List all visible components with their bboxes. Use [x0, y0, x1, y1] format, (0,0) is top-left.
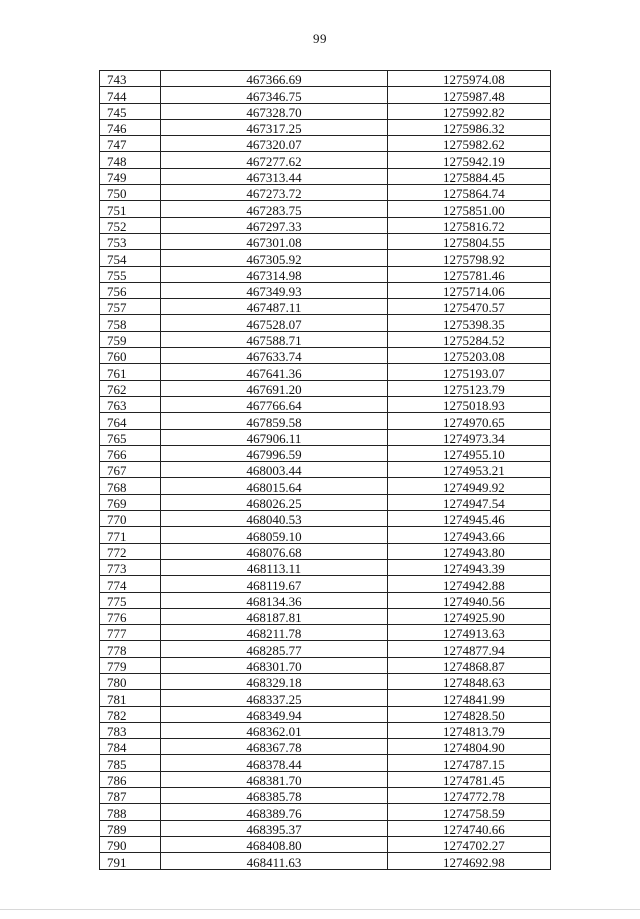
point-number-cell: 783: [100, 722, 161, 738]
point-number-cell: 775: [100, 592, 161, 608]
y-coordinate-cell: 1275816.72: [388, 217, 551, 233]
x-coordinate-cell: 467297.33: [161, 217, 388, 233]
table-row: [100, 136, 551, 152]
y-coordinate-cell: 1274945.46: [388, 511, 551, 527]
x-coordinate-cell: 468285.77: [161, 641, 388, 657]
x-coordinate-cell: 467906.11: [161, 429, 388, 445]
y-coordinate-cell: 1274970.65: [388, 413, 551, 429]
point-number-cell: 743: [100, 71, 161, 87]
table-row: [100, 315, 551, 331]
y-coordinate-cell: 1274828.50: [388, 706, 551, 722]
point-number-cell: 789: [100, 820, 161, 836]
y-coordinate-cell: 1274848.63: [388, 673, 551, 689]
table-row: [100, 559, 551, 575]
table-row: [100, 771, 551, 787]
point-number-cell: 756: [100, 282, 161, 298]
y-coordinate-cell: 1275470.57: [388, 299, 551, 315]
table-row: [100, 836, 551, 852]
x-coordinate-cell: 468395.37: [161, 820, 388, 836]
x-coordinate-cell: 468385.78: [161, 788, 388, 804]
table-row: [100, 820, 551, 836]
y-coordinate-cell: 1275398.35: [388, 315, 551, 331]
y-coordinate-cell: 1275851.00: [388, 201, 551, 217]
y-coordinate-cell: 1274702.27: [388, 836, 551, 852]
y-coordinate-cell: 1275203.08: [388, 348, 551, 364]
table-row: [100, 71, 551, 87]
point-number-cell: 782: [100, 706, 161, 722]
point-number-cell: 774: [100, 576, 161, 592]
x-coordinate-cell: 468059.10: [161, 527, 388, 543]
table-row: [100, 87, 551, 103]
y-coordinate-cell: 1275987.48: [388, 87, 551, 103]
x-coordinate-cell: 468040.53: [161, 511, 388, 527]
point-number-cell: 745: [100, 103, 161, 119]
point-number-cell: 749: [100, 168, 161, 184]
page-bottom-edge: [0, 909, 640, 910]
x-coordinate-cell: 467487.11: [161, 299, 388, 315]
point-number-cell: 781: [100, 690, 161, 706]
point-number-cell: 744: [100, 87, 161, 103]
x-coordinate-cell: 467277.62: [161, 152, 388, 168]
point-number-cell: 776: [100, 608, 161, 624]
x-coordinate-cell: 468329.18: [161, 673, 388, 689]
point-number-cell: 767: [100, 462, 161, 478]
y-coordinate-cell: 1275974.08: [388, 71, 551, 87]
table-row: [100, 233, 551, 249]
point-number-cell: 754: [100, 250, 161, 266]
x-coordinate-cell: 468119.67: [161, 576, 388, 592]
y-coordinate-cell: 1274787.15: [388, 755, 551, 771]
table-row: [100, 755, 551, 771]
x-coordinate-cell: 468026.25: [161, 494, 388, 510]
table-row: [100, 266, 551, 282]
point-number-cell: 786: [100, 771, 161, 787]
x-coordinate-cell: 468015.64: [161, 478, 388, 494]
y-coordinate-cell: 1274940.56: [388, 592, 551, 608]
point-number-cell: 757: [100, 299, 161, 315]
x-coordinate-cell: 467314.98: [161, 266, 388, 282]
y-coordinate-cell: 1274841.99: [388, 690, 551, 706]
x-coordinate-cell: 467349.93: [161, 282, 388, 298]
point-number-cell: 791: [100, 853, 161, 869]
y-coordinate-cell: 1275804.55: [388, 233, 551, 249]
page-number: 99: [313, 31, 327, 46]
table-row: [100, 250, 551, 266]
x-coordinate-cell: 467691.20: [161, 380, 388, 396]
point-number-cell: 784: [100, 739, 161, 755]
y-coordinate-cell: 1274925.90: [388, 608, 551, 624]
table-row: [100, 429, 551, 445]
x-coordinate-cell: 467996.59: [161, 445, 388, 461]
y-coordinate-cell: 1274943.39: [388, 559, 551, 575]
point-number-cell: 746: [100, 119, 161, 135]
y-coordinate-cell: 1275982.62: [388, 136, 551, 152]
x-coordinate-cell: 467859.58: [161, 413, 388, 429]
y-coordinate-cell: 1275992.82: [388, 103, 551, 119]
table-row: [100, 853, 551, 869]
x-coordinate-cell: 468211.78: [161, 625, 388, 641]
point-number-cell: 785: [100, 755, 161, 771]
point-number-cell: 761: [100, 364, 161, 380]
table-row: [100, 217, 551, 233]
x-coordinate-cell: 467641.36: [161, 364, 388, 380]
y-coordinate-cell: 1275284.52: [388, 331, 551, 347]
x-coordinate-cell: 468389.76: [161, 804, 388, 820]
point-number-cell: 766: [100, 445, 161, 461]
y-coordinate-cell: 1274758.59: [388, 804, 551, 820]
x-coordinate-cell: 467305.92: [161, 250, 388, 266]
y-coordinate-cell: 1275714.06: [388, 282, 551, 298]
point-number-cell: 779: [100, 657, 161, 673]
y-coordinate-cell: 1275781.46: [388, 266, 551, 282]
x-coordinate-cell: 467273.72: [161, 185, 388, 201]
y-coordinate-cell: 1275018.93: [388, 396, 551, 412]
point-number-cell: 778: [100, 641, 161, 657]
x-coordinate-cell: 467346.75: [161, 87, 388, 103]
y-coordinate-cell: 1274781.45: [388, 771, 551, 787]
y-coordinate-cell: 1274947.54: [388, 494, 551, 510]
table-row: [100, 739, 551, 755]
x-coordinate-cell: 468367.78: [161, 739, 388, 755]
table-row: [100, 608, 551, 624]
table-row: [100, 657, 551, 673]
x-coordinate-cell: 467633.74: [161, 348, 388, 364]
table-row: [100, 641, 551, 657]
table-row: [100, 527, 551, 543]
point-number-cell: 762: [100, 380, 161, 396]
y-coordinate-cell: 1274943.80: [388, 543, 551, 559]
x-coordinate-cell: 467528.07: [161, 315, 388, 331]
table-row: [100, 494, 551, 510]
x-coordinate-cell: 468349.94: [161, 706, 388, 722]
x-coordinate-cell: 468003.44: [161, 462, 388, 478]
table-row: [100, 119, 551, 135]
x-coordinate-cell: 468411.63: [161, 853, 388, 869]
x-coordinate-cell: 467317.25: [161, 119, 388, 135]
x-coordinate-cell: 467301.08: [161, 233, 388, 249]
point-number-cell: 747: [100, 136, 161, 152]
table-row: [100, 331, 551, 347]
table-row: [100, 788, 551, 804]
y-coordinate-cell: 1274973.34: [388, 429, 551, 445]
point-number-cell: 765: [100, 429, 161, 445]
point-number-cell: 753: [100, 233, 161, 249]
y-coordinate-cell: 1274868.87: [388, 657, 551, 673]
table-row: [100, 396, 551, 412]
x-coordinate-cell: 467766.64: [161, 396, 388, 412]
table-row: [100, 201, 551, 217]
point-number-cell: 764: [100, 413, 161, 429]
y-coordinate-cell: 1274942.88: [388, 576, 551, 592]
x-coordinate-cell: 467320.07: [161, 136, 388, 152]
point-number-cell: 755: [100, 266, 161, 282]
table-row: [100, 103, 551, 119]
point-number-cell: 752: [100, 217, 161, 233]
table-row: [100, 804, 551, 820]
x-coordinate-cell: 468187.81: [161, 608, 388, 624]
table-row: [100, 348, 551, 364]
x-coordinate-cell: 468337.25: [161, 690, 388, 706]
x-coordinate-cell: 467313.44: [161, 168, 388, 184]
y-coordinate-cell: 1275942.19: [388, 152, 551, 168]
table-row: [100, 543, 551, 559]
y-coordinate-cell: 1274813.79: [388, 722, 551, 738]
y-coordinate-cell: 1275884.45: [388, 168, 551, 184]
x-coordinate-cell: 468408.80: [161, 836, 388, 852]
point-number-cell: 769: [100, 494, 161, 510]
x-coordinate-cell: 468362.01: [161, 722, 388, 738]
table-row: [100, 511, 551, 527]
x-coordinate-cell: 467283.75: [161, 201, 388, 217]
x-coordinate-cell: 468381.70: [161, 771, 388, 787]
y-coordinate-cell: 1274955.10: [388, 445, 551, 461]
y-coordinate-cell: 1274772.78: [388, 788, 551, 804]
point-number-cell: 773: [100, 559, 161, 575]
y-coordinate-cell: 1274877.94: [388, 641, 551, 657]
table-row: [100, 299, 551, 315]
table-row: [100, 722, 551, 738]
point-number-cell: 770: [100, 511, 161, 527]
point-number-cell: 777: [100, 625, 161, 641]
y-coordinate-cell: 1274692.98: [388, 853, 551, 869]
table-row: [100, 445, 551, 461]
point-number-cell: 750: [100, 185, 161, 201]
table-row: [100, 625, 551, 641]
point-number-cell: 758: [100, 315, 161, 331]
table-row: [100, 673, 551, 689]
y-coordinate-cell: 1274953.21: [388, 462, 551, 478]
table-row: [100, 364, 551, 380]
point-number-cell: 787: [100, 788, 161, 804]
y-coordinate-cell: 1274949.92: [388, 478, 551, 494]
point-number-cell: 748: [100, 152, 161, 168]
point-number-cell: 788: [100, 804, 161, 820]
point-number-cell: 780: [100, 673, 161, 689]
y-coordinate-cell: 1274943.66: [388, 527, 551, 543]
point-number-cell: 790: [100, 836, 161, 852]
point-number-cell: 772: [100, 543, 161, 559]
table-row: [100, 592, 551, 608]
table-row: [100, 152, 551, 168]
table-row: [100, 478, 551, 494]
x-coordinate-cell: 467366.69: [161, 71, 388, 87]
table-row: [100, 282, 551, 298]
y-coordinate-cell: 1274740.66: [388, 820, 551, 836]
coordinate-table: [99, 70, 551, 870]
table-row: [100, 576, 551, 592]
y-coordinate-cell: 1275986.32: [388, 119, 551, 135]
point-number-cell: 751: [100, 201, 161, 217]
x-coordinate-cell: 468378.44: [161, 755, 388, 771]
y-coordinate-cell: 1275798.92: [388, 250, 551, 266]
y-coordinate-cell: 1274804.90: [388, 739, 551, 755]
table-row: [100, 413, 551, 429]
x-coordinate-cell: 468134.36: [161, 592, 388, 608]
point-number-cell: 759: [100, 331, 161, 347]
y-coordinate-cell: 1275864.74: [388, 185, 551, 201]
table-row: [100, 380, 551, 396]
table-row: [100, 462, 551, 478]
x-coordinate-cell: 467328.70: [161, 103, 388, 119]
y-coordinate-cell: 1274913.63: [388, 625, 551, 641]
table-row: [100, 706, 551, 722]
x-coordinate-cell: 468301.70: [161, 657, 388, 673]
x-coordinate-cell: 467588.71: [161, 331, 388, 347]
table-row: [100, 168, 551, 184]
point-number-cell: 768: [100, 478, 161, 494]
table-row: [100, 690, 551, 706]
y-coordinate-cell: 1275123.79: [388, 380, 551, 396]
table-row: [100, 185, 551, 201]
point-number-cell: 771: [100, 527, 161, 543]
y-coordinate-cell: 1275193.07: [388, 364, 551, 380]
coordinate-table-body: [100, 71, 551, 870]
x-coordinate-cell: 468076.68: [161, 543, 388, 559]
x-coordinate-cell: 468113.11: [161, 559, 388, 575]
point-number-cell: 763: [100, 396, 161, 412]
point-number-cell: 760: [100, 348, 161, 364]
